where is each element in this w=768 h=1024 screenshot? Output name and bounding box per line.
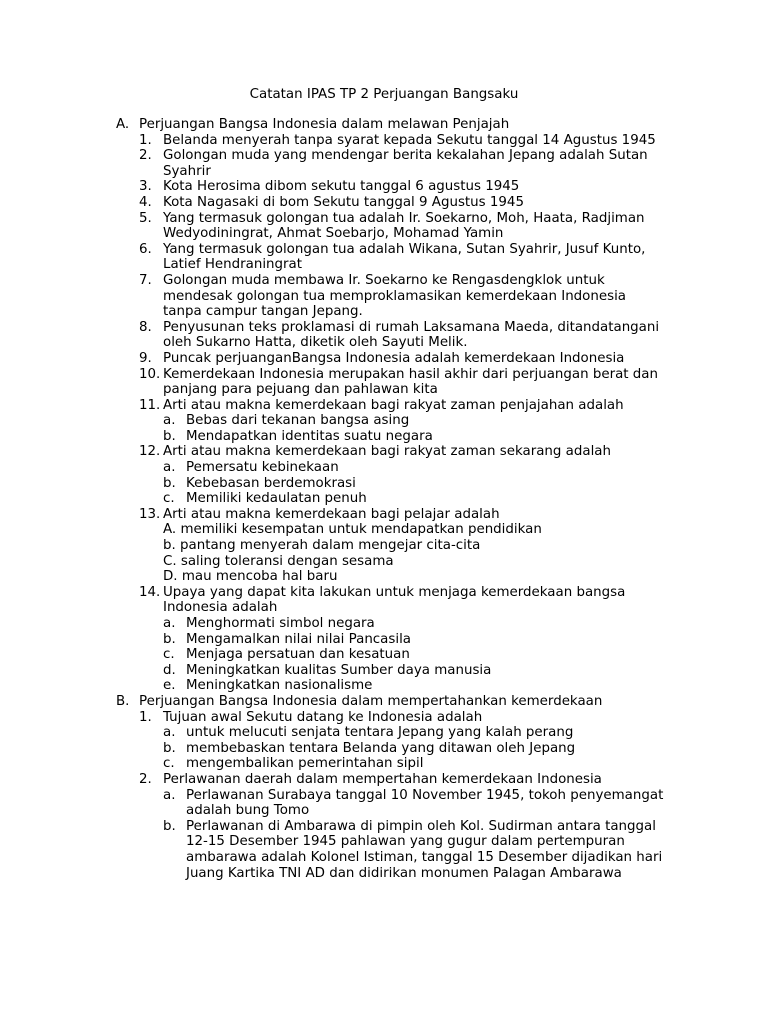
list-item	[0, 179, 663, 195]
sub-list-text: Memiliki kedaulatan penuh	[186, 491, 367, 507]
sub-list-item	[0, 647, 666, 663]
sub-list-item	[0, 616, 666, 632]
sub-list-text: Perlawanan Surabaya tanggal 10 November 1945, tokoh penyemangat adalah bung Tomo	[186, 787, 664, 819]
list-item-text: Perlawanan daerah dalam mempertahan kemerdekaan Indonesia	[163, 771, 602, 787]
section-heading	[0, 117, 659, 133]
sub-list-item	[0, 788, 666, 819]
list-item	[0, 710, 663, 726]
page-title: Catatan IPAS TP 2 Perjuangan Bangsaku	[249, 87, 519, 102]
sub-list-marker: c.	[163, 491, 175, 507]
section-marker: B.	[116, 693, 130, 709]
list-item-number: 8.	[139, 319, 152, 335]
sub-list-item	[0, 756, 666, 772]
section-heading	[0, 694, 659, 710]
sub-list-item	[0, 678, 666, 694]
sub-list-item	[0, 413, 666, 429]
list-item-number: 5.	[139, 210, 152, 226]
sub-list-item	[0, 476, 666, 492]
sub-list-text: Meningkatkan kualitas Sumber daya manusia	[186, 662, 492, 678]
sub-list-text: mengembalikan pemerintahan sipil	[186, 756, 424, 772]
list-item	[0, 273, 663, 320]
sub-list-marker: b.	[163, 818, 176, 834]
list-item-number: 11.	[139, 397, 161, 413]
list-item	[0, 444, 663, 460]
sub-list-text: membebaskan tentara Belanda yang ditawan oleh Jepang	[186, 740, 576, 756]
list-item-text: Upaya yang dapat kita lakukan untuk menjaga kemerdekaan bangsa Indonesia adalah	[163, 584, 626, 616]
sub-list-item: D. mau mencoba hal baru	[163, 569, 338, 585]
list-item	[0, 351, 663, 367]
list-item-text: Tujuan awal Sekutu datang ke Indonesia adalah	[163, 709, 483, 725]
list-item	[0, 195, 663, 211]
list-item	[0, 772, 663, 788]
sub-list-text: Perlawanan di Ambarawa di pimpin oleh Kol. Sudirman antara tanggal 12-15 Desember 1945 pahlawan yang gugur dalam pertempuran ambarawa adalah Kolonel Istiman, tanggal 15 Desember dijadikan hari Juang Kartika TNI AD dan didirikan monumen Palagan Ambarawa	[186, 818, 663, 881]
sub-list-marker: c.	[163, 756, 175, 772]
sub-list-item	[0, 429, 666, 445]
list-item	[0, 367, 663, 398]
list-item	[0, 211, 663, 242]
list-item-number: 3.	[139, 179, 152, 195]
list-item-number: 2.	[139, 771, 152, 787]
list-item-number: 12.	[139, 444, 161, 460]
list-item-text: Belanda menyerah tanpa syarat kepada Sekutu tanggal 14 Agustus 1945	[163, 132, 656, 148]
sub-list-item: b. pantang menyerah dalam mengejar cita-cita	[163, 538, 481, 554]
list-item-number: 10.	[139, 366, 161, 382]
sub-list-marker: b.	[163, 740, 176, 756]
list-item-text: Arti atau makna kemerdekaan bagi rakyat zaman penjajahan adalah	[163, 397, 624, 413]
list-item-number: 2.	[139, 148, 152, 164]
section-marker: A.	[116, 117, 130, 132]
sub-list-item	[0, 491, 666, 507]
sub-list-marker: a.	[163, 616, 176, 631]
list-item	[0, 133, 663, 149]
list-item-text: Golongan muda membawa Ir. Soekarno ke Rengasdengklok untuk mendesak golongan tua memproklamasikan kemerdekaan Indonesia tanpa campur tangan Jepang.	[163, 272, 627, 320]
list-item	[0, 148, 663, 179]
list-item-text: Yang termasuk golongan tua adalah Wikana, Sutan Syahrir, Jusuf Kunto, Latief Hendraningrat	[163, 241, 646, 273]
list-item-text: Penyusunan teks proklamasi di rumah Laksamana Maeda, ditandatangani oleh Sukarno Hatta, diketik oleh Sayuti Melik.	[163, 319, 660, 351]
list-item-text: Kemerdekaan Indonesia merupakan hasil akhir dari perjuangan berat dan panjang para pejuang dan pahlawan kita	[163, 366, 659, 398]
sub-list-item	[0, 632, 666, 648]
sub-list-text: Menghormati simbol negara	[186, 616, 375, 631]
list-item-text: Kota Nagasaki di bom Sekutu tanggal 9 Agustus 1945	[163, 194, 524, 210]
sub-list-text: Pemersatu kebinekaan	[186, 460, 339, 476]
list-item-text: Arti atau makna kemerdekaan bagi pelajar adalah	[163, 506, 500, 522]
list-item-text: Kota Herosima dibom sekutu tanggal 6 agustus 1945	[163, 179, 520, 195]
sub-list-marker: b.	[163, 428, 176, 444]
sub-list-marker: e.	[163, 678, 176, 694]
sub-list-marker: d.	[163, 662, 176, 678]
list-item-number: 13.	[139, 506, 161, 522]
sub-list-marker: b.	[163, 475, 176, 491]
list-item-number: 9.	[139, 350, 152, 366]
sub-list-marker: a.	[163, 787, 176, 803]
sub-list-marker: b.	[163, 631, 176, 647]
list-item-number: 6.	[139, 241, 152, 257]
sub-list-text: untuk melucuti senjata tentara Jepang yang kalah perang	[186, 725, 574, 741]
sub-list-text: Mengamalkan nilai nilai Pancasila	[186, 631, 411, 647]
list-item	[0, 398, 663, 414]
sub-list-item	[0, 741, 666, 757]
list-item-number: 4.	[139, 194, 152, 210]
list-item	[0, 507, 663, 523]
sub-list-item	[0, 460, 666, 476]
sub-list-item	[0, 663, 666, 679]
sub-list-marker: a.	[163, 725, 176, 741]
list-item-text: Golongan muda yang mendengar berita kekalahan Jepang adalah Sutan Syahrir	[163, 148, 648, 179]
document-body	[0, 117, 768, 881]
sub-list-item	[0, 819, 666, 881]
list-item-text: Yang termasuk golongan tua adalah Ir. Soekarno, Moh, Haata, Radjiman Wedyodiningrat, Ahmat Soebarjo, Mohamad Yamin	[163, 210, 645, 242]
list-item-text: Puncak perjuanganBangsa Indonesia adalah kemerdekaan Indonesia	[163, 350, 625, 366]
list-item-number: 14.	[139, 584, 161, 600]
list-item-number: 1.	[139, 709, 152, 725]
sub-list-item: C. saling toleransi dengan sesama	[163, 553, 394, 569]
section-heading-text: Perjuangan Bangsa Indonesia dalam mempertahankan kemerdekaan	[139, 693, 603, 709]
sub-list-text: Mendapatkan identitas suatu negara	[186, 428, 433, 444]
list-item	[0, 585, 663, 616]
list-item-number: 7.	[139, 272, 152, 288]
sub-list-text: Bebas dari tekanan bangsa asing	[186, 413, 410, 429]
sub-list-text: Menjaga persatuan dan kesatuan	[186, 647, 410, 663]
list-item-number: 1.	[139, 132, 152, 148]
list-item-text: Arti atau makna kemerdekaan bagi rakyat zaman sekarang adalah	[163, 444, 611, 460]
sub-list-text: Meningkatkan nasionalisme	[186, 678, 373, 694]
sub-list-text: Kebebasan berdemokrasi	[186, 475, 356, 491]
list-item	[0, 320, 663, 351]
sub-list-marker: a.	[163, 413, 176, 429]
sub-list-marker: a.	[163, 460, 176, 476]
sub-list-marker: c.	[163, 647, 175, 663]
section-heading-text: Perjuangan Bangsa Indonesia dalam melawan Penjajah	[139, 117, 510, 132]
sub-list-item: A. memiliki kesempatan untuk mendapatkan pendidikan	[163, 522, 542, 538]
sub-list-item	[0, 725, 666, 741]
list-item	[0, 242, 663, 273]
